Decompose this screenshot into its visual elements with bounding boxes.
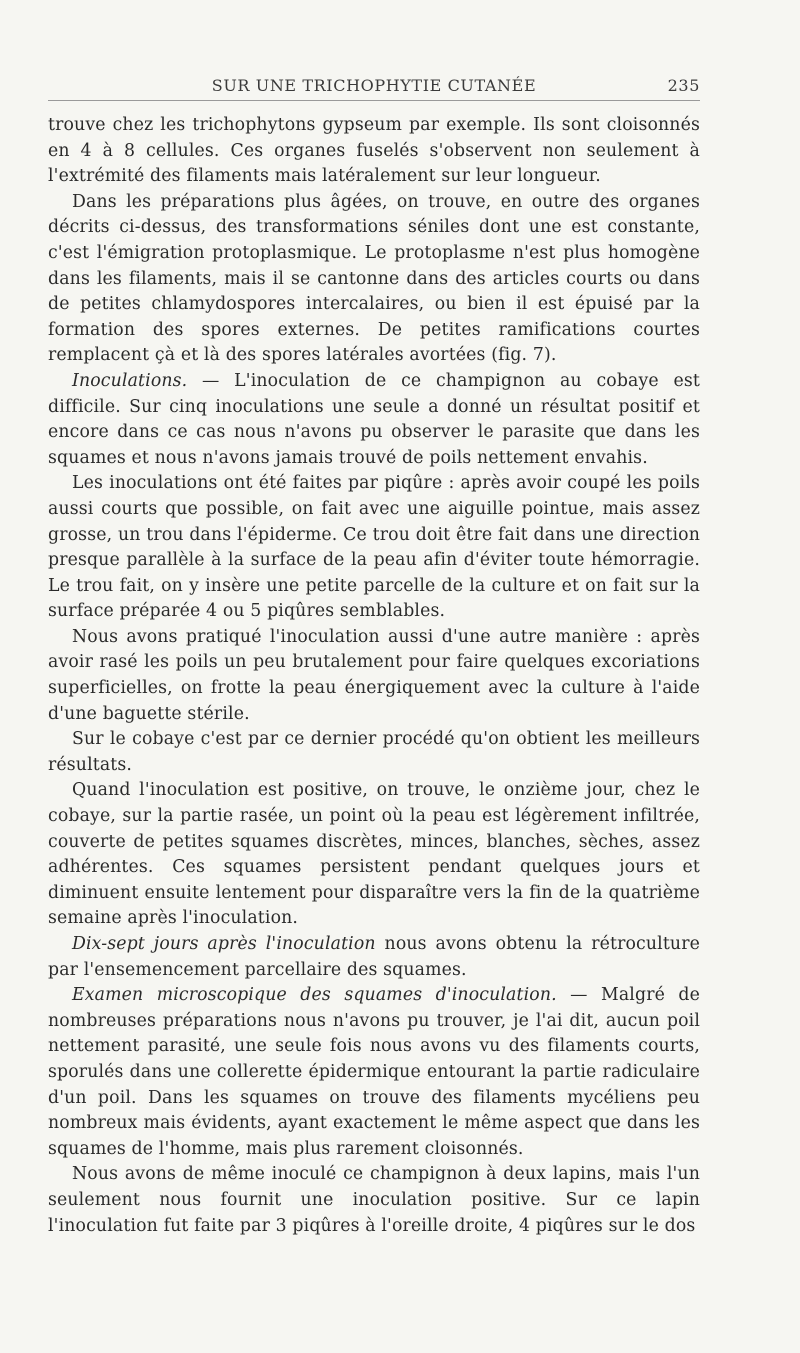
book-page (48, 70, 700, 1239)
paragraph-text: Quand l'inoculation est positive, on trouve, le onzième jour, chez le cobaye, sur la partie rasée, un point où la peau est légèrement infiltrée, couverte de petites squames discrètes, minces, blanches, sèches, assez adhérentes. Ces squames persistent pendant quelques jours et diminuent ensuite lentement pour disparaître vers la fin de la quatrième semaine après l'inoculation. (48, 780, 700, 929)
header-rule (48, 100, 700, 101)
paragraph-text: — L'inoculation de ce champignon au cobaye est difficile. Sur cinq inoculations une seule a donné un résultat positif et encore dans ce cas nous n'avons pu observer le parasite que dans les squames et nous n'avons jamais trouvé de poils nettement envahis. (48, 370, 700, 468)
body-text (48, 113, 700, 1239)
paragraph (48, 932, 700, 983)
paragraph-text: — Malgré de nombreuses préparations nous n'avons pu trouver, je l'ai dit, aucun poil nettement parasité, une seule fois nous avons vu des filaments courts, sporulés dans une collerette épidermique entourant la partie radiculaire d'un poil. Dans les squames on trouve des filaments mycéliens peu nombreux mais évidents, ayant exactement le même aspect que dans les squames de l'homme, mais plus rarement cloisonnés. (48, 985, 700, 1159)
section-heading-inoculations: Inoculations. (72, 370, 188, 391)
italic-lead: Dix-sept jours après l'inoculation (72, 934, 376, 954)
paragraph-text: Dans les préparations plus âgées, on trouve, en outre des organes décrits ci-dessus, des transformations séniles dont une est constante, c'est l'émigration protoplasmique. Le protoplasme n'est plus homogène dans les filaments, mais il se cantonne dans des articles courts ou dans de petites chlamydospores intercalaires, ou bien il est épuisé par la formation des spores externes. De petites ramifications courtes remplacent çà et là des spores latérales avortées (fig. 7). (48, 191, 700, 366)
paragraph (48, 190, 700, 369)
paragraph-text: Nous avons pratiqué l'inoculation aussi d'une autre manière : après avoir rasé les poils un peu brutalement pour faire quelques excoriations superficielles, on frotte la peau énergiquement avec la culture à l'aide d'une baguette stérile. (48, 626, 700, 724)
section-heading-microscopic-exam: Examen microscopique des squames d'inoculation. (72, 985, 557, 1006)
paragraph (48, 625, 700, 727)
paragraph-text: Sur le cobaye c'est par ce dernier procédé qu'on obtient les meilleurs résultats. (48, 729, 700, 775)
paragraph (48, 369, 700, 471)
paragraph-text: nous avons obtenu la rétroculture par l'ensemencement parcellaire des squames. (48, 934, 700, 980)
paragraph (48, 727, 700, 778)
paragraph-text: Les inoculations ont été faites par piqûre : après avoir coupé les poils aussi courts que possible, on fait avec une aiguille pointue, mais assez grosse, un trou dans l'épiderme. Ce trou doit être fait dans une direction presque parallèle à la surface de la peau afin d'éviter toute hémorragie. Le trou fait, on y insère une petite parcelle de la culture et on fait sur la surface préparée 4 ou 5 piqûres semblables. (48, 473, 700, 622)
paragraph (48, 471, 700, 625)
paragraph (48, 1162, 700, 1239)
paragraph-text: trouve chez les trichophytons gypseum par exemple. Ils sont cloisonnés en 4 à 8 cellules. Ces organes fuselés s'observent non seulement à l'extrémité des filaments mais latéralement sur leur longueur. (48, 115, 700, 187)
paragraph (48, 113, 700, 190)
paragraph (48, 778, 700, 932)
page-number: 235 (667, 76, 700, 95)
running-header (48, 70, 700, 100)
paragraph-text: Nous avons de même inoculé ce champignon à deux lapins, mais l'un seulement nous fournit une inoculation positive. Sur ce lapin l'inoculation fut faite par 3 piqûres à l'oreille droite, 4 piqûres sur le dos (48, 1164, 700, 1236)
running-title: SUR UNE TRICHOPHYTIE CUTANÉE (211, 76, 537, 95)
paragraph (48, 983, 700, 1162)
